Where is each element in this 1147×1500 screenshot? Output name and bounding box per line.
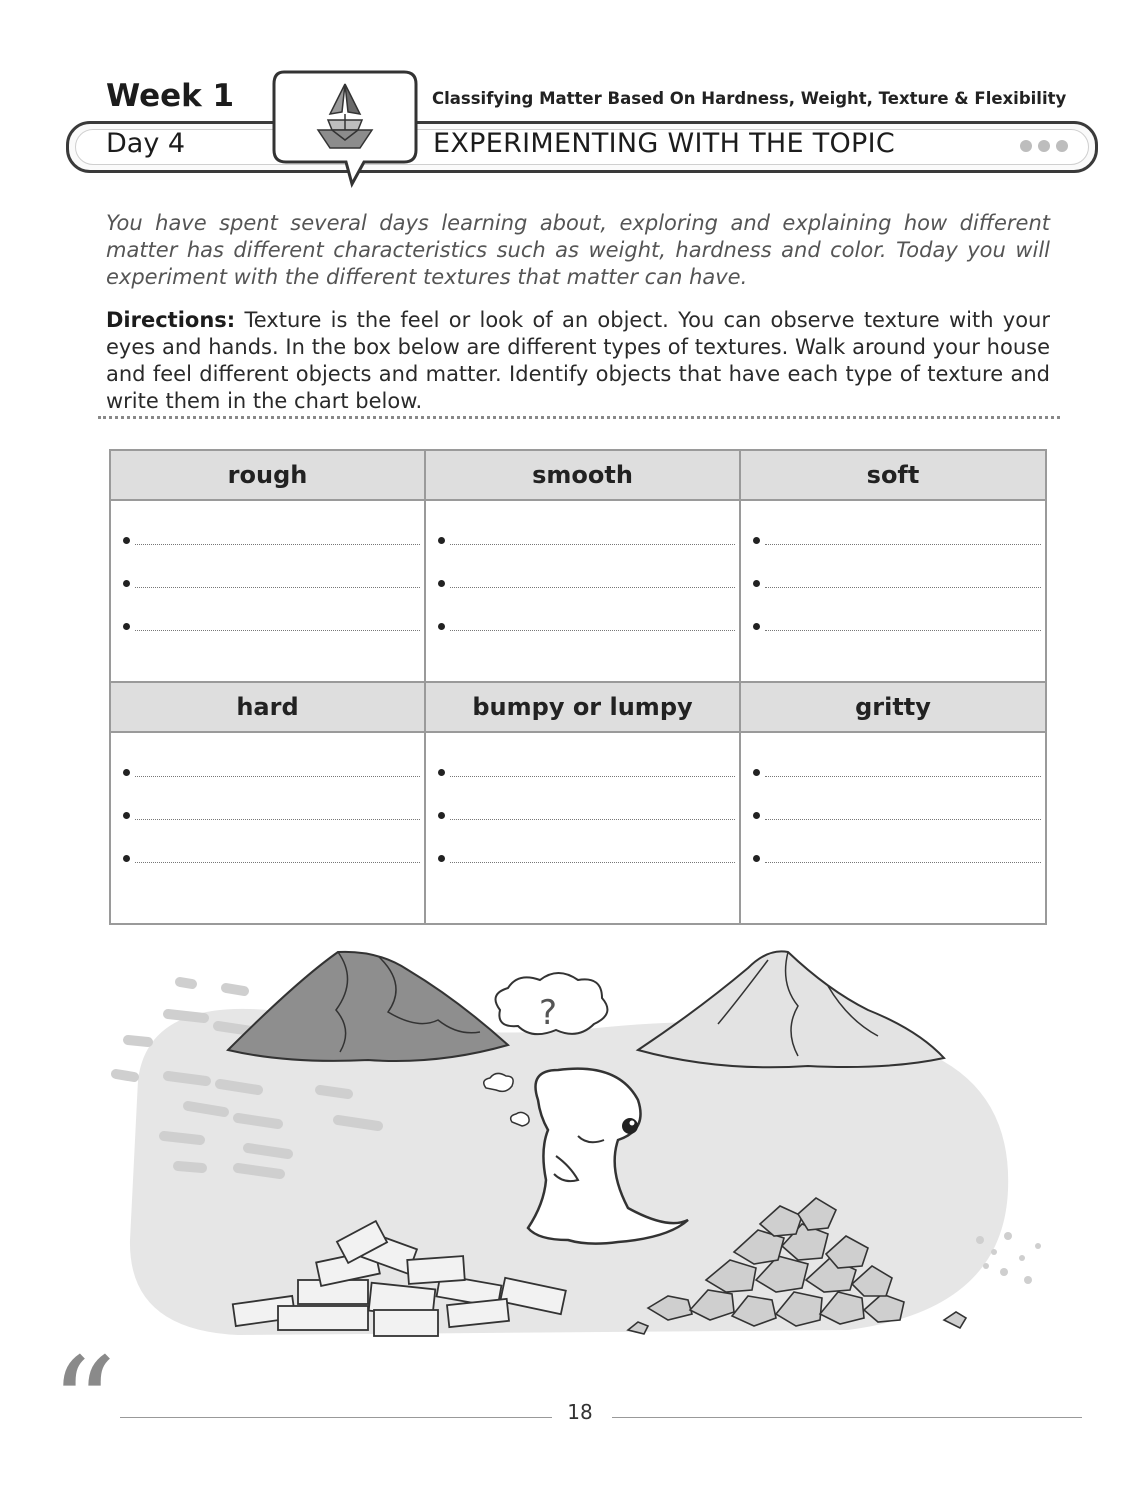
mountain-right <box>638 951 944 1067</box>
answer-line[interactable] <box>450 587 735 588</box>
page-number: 18 <box>567 1400 593 1424</box>
answer-line[interactable] <box>450 630 735 631</box>
answer-line[interactable] <box>450 819 735 820</box>
intro-paragraph: You have spent several days learning about, exploring and explaining how different matter has different characteristics such as weight, hardness and color. Today you will experiment with the different textures that matter can have. <box>106 211 1050 289</box>
answer-line[interactable] <box>135 862 420 863</box>
header-smooth: smooth <box>425 450 740 500</box>
directions-paragraph <box>106 307 1050 415</box>
header-soft: soft <box>740 450 1046 500</box>
topic-title: EXPERIMENTING WITH THE TOPIC <box>433 128 896 159</box>
question-mark: ? <box>538 993 558 1033</box>
answer-line[interactable] <box>135 776 420 777</box>
answer-line[interactable] <box>135 819 420 820</box>
lesson-subtitle: Classifying Matter Based On Hardness, Weight, Texture & Flexibility <box>432 89 1067 108</box>
texture-chart <box>109 449 1047 925</box>
day-label: Day 4 <box>106 128 186 159</box>
answer-line[interactable] <box>765 819 1041 820</box>
menu-dots-icon <box>1020 137 1074 156</box>
answer-line[interactable] <box>450 544 735 545</box>
bumpy-answers <box>425 732 740 924</box>
quote-icon: “ <box>50 1329 117 1481</box>
week-title: Week 1 <box>106 78 235 114</box>
soft-answers <box>740 500 1046 682</box>
header-hard: hard <box>110 682 425 732</box>
answer-line[interactable] <box>765 862 1041 863</box>
footer-rule-left <box>120 1417 552 1418</box>
dinosaur-illustration <box>108 940 1048 1340</box>
answer-line[interactable] <box>450 776 735 777</box>
header-bumpy-or-lumpy: bumpy or lumpy <box>425 682 740 732</box>
answer-line[interactable] <box>765 776 1041 777</box>
rough-answers <box>110 500 425 682</box>
answer-line[interactable] <box>450 862 735 863</box>
dotted-separator <box>98 416 1060 419</box>
speech-bubble <box>272 70 418 190</box>
answer-line[interactable] <box>135 587 420 588</box>
header-gritty: gritty <box>740 682 1046 732</box>
footer-rule-right <box>612 1417 1082 1418</box>
gritty-answers <box>740 732 1046 924</box>
smooth-answers <box>425 500 740 682</box>
answer-line[interactable] <box>765 630 1041 631</box>
header-rough: rough <box>110 450 425 500</box>
answer-line[interactable] <box>765 587 1041 588</box>
hard-answers <box>110 732 425 924</box>
directions-text: Texture is the feel or look of an object. You can observe texture with your eyes and hands. In the box below are different types of textures. Walk around your house and feel different objects and matter. Identify objects that have each type of texture and write them in the chart below. <box>106 308 1050 413</box>
volcano-left <box>228 952 508 1061</box>
answer-line[interactable] <box>135 544 420 545</box>
directions-label: Directions: <box>106 308 236 332</box>
answer-line[interactable] <box>135 630 420 631</box>
answer-line[interactable] <box>765 544 1041 545</box>
